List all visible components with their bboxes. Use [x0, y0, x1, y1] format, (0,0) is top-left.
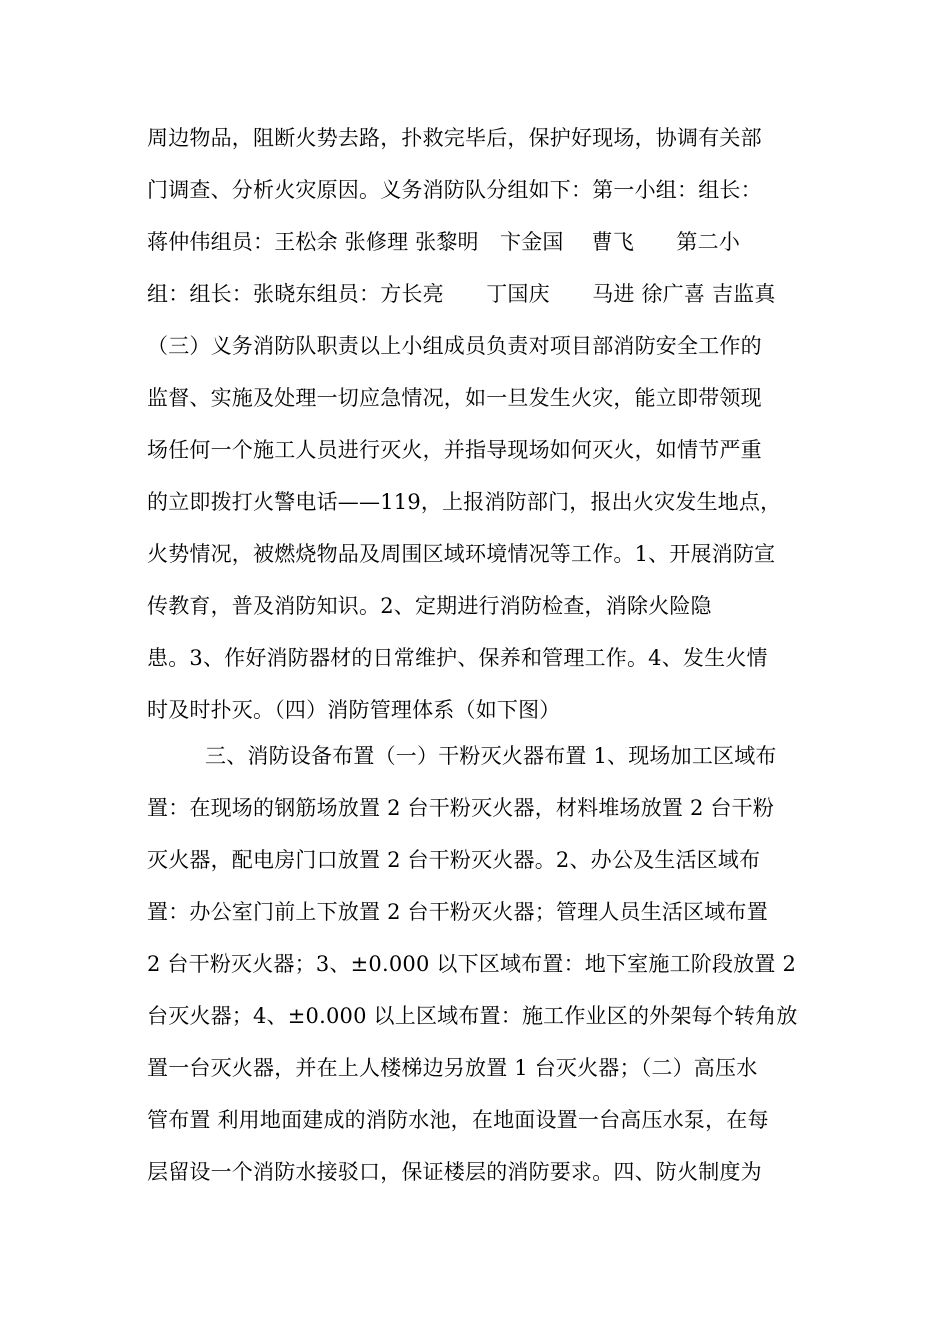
- text-line: 置：在现场的钢筋场放置 2 台干粉灭火器，材料堆场放置 2 台干粉: [147, 796, 775, 820]
- text-line: 置一台灭火器，并在上人楼梯边另放置 1 台灭火器；（二）高压水: [147, 1056, 758, 1080]
- text-line: 监督、实施及处理一切应急情况，如一旦发生火灾，能立即带领现: [147, 386, 762, 410]
- text-line: 传教育，普及消防知识。2、定期进行消防检查，消除火险隐: [147, 594, 712, 618]
- paragraph-equipment-layout: [147, 730, 812, 1198]
- text-line: 2 台干粉灭火器；3、±0.000 以下区域布置：地下室施工阶段放置 2: [147, 952, 797, 976]
- paragraph-fire-team: [147, 112, 812, 736]
- text-line: 灭火器，配电房门口放置 2 台干粉灭火器。2、办公及生活区域布: [147, 848, 761, 872]
- text-line: 火势情况，被燃烧物品及周围区域环境情况等工作。1、开展消防宣: [147, 542, 776, 566]
- text-line: 场任何一个施工人员进行灭火，并指导现场如何灭火，如情节严重: [147, 438, 762, 462]
- text-line: 时及时扑灭。（四）消防管理体系（如下图）: [147, 698, 561, 722]
- text-line: 门调查、分析火灾原因。义务消防队分组如下：第一小组：组长：: [147, 178, 762, 202]
- text-line: 层留设一个消防水接驳口，保证楼层的消防要求。四、防火制度为: [147, 1160, 762, 1184]
- text-line: 管布置 利用地面建成的消防水池，在地面设置一台高压水泵，在每: [147, 1108, 769, 1132]
- text-line: 蒋仲伟组员：王松余 张修理 张黎明 卞金国 曹飞 第二小: [147, 230, 741, 254]
- text-line: 三、消防设备布置（一）干粉灭火器布置 1、现场加工区域布: [205, 744, 777, 768]
- text-line: 周边物品，阻断火势去路，扑救完毕后，保护好现场，协调有关部: [147, 126, 762, 150]
- text-line: 台灭火器；4、±0.000 以上区域布置：施工作业区的外架每个转角放: [147, 1004, 798, 1028]
- text-line: 置：办公室门前上下放置 2 台干粉灭火器；管理人员生活区域布置: [147, 900, 768, 924]
- text-line: 组：组长：张晓东组员：方长亮 丁国庆 马进 徐广喜 吉监真: [147, 282, 776, 306]
- text-line: 患。3、作好消防器材的日常维护、保养和管理工作。4、发生火情: [147, 646, 768, 670]
- text-line: 的立即拨打火警电话——119，上报消防部门，报出火灾发生地点，: [147, 490, 782, 514]
- text-line: （三）义务消防队职责以上小组成员负责对项目部消防安全工作的: [147, 334, 762, 358]
